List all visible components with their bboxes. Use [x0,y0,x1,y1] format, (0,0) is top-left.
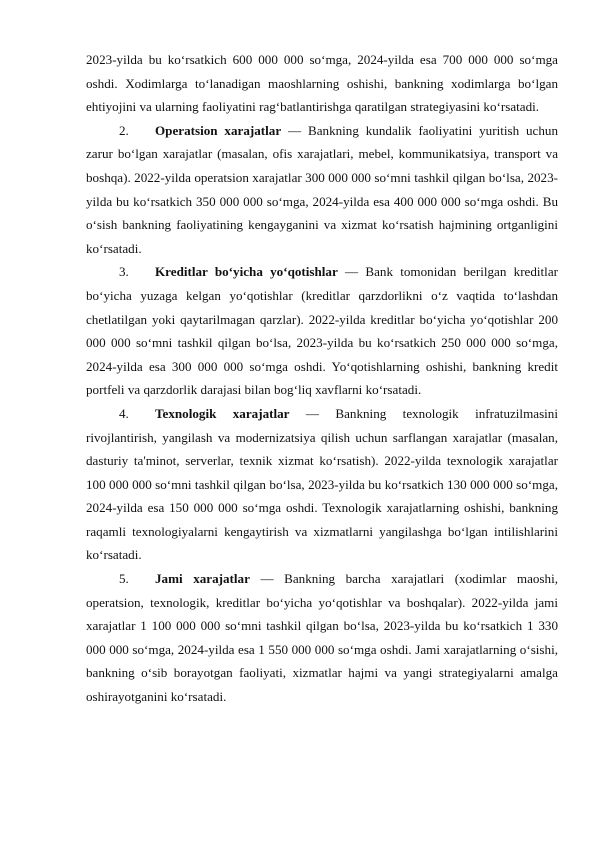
list-item-term: Jami xarajatlar [155,571,250,587]
document-page [86,48,558,709]
list-item-texnologik-xarajatlar [86,402,558,567]
list-item-term: Texnologik xarajatlar [155,405,290,421]
list-item-kreditlar-yoqotishlar [86,260,558,402]
list-item-text: — Bank tomonidan berilgan kreditlar bo‘yicha yuzaga kelgan yo‘qotishlar (kreditlar qarzdorlikni o‘z vaqtida to‘lashdan chetlatilgan yoki qaytarilmagan qarzlar). 2022-yilda kreditlar bo‘yicha yo‘qotishlar 200 000 000 so‘mni tashkil qilgan bo‘lsa, 2023-yilda bu ko‘rsatkich 250 000 000 so‘mga, 2024-yilda esa 300 000 000 so‘mga oshdi. Yo‘qotishlarning oshishi, bankning kredit portfeli va qarzdorlik darajasi bilan bog‘liq xavflarni ko‘rsatadi. [86,264,558,398]
list-item-number: 2. [119,122,129,138]
list-item-jami-xarajatlar [86,567,558,709]
list-item-text: — Bankning texnologik infratuzilmasini rivojlantirish, yangilash va modernizatsiya qilish uchun sarflangan xarajatlar (masalan, dasturiy ta'minot, serverlar, texnik xizmat ko‘rsatish). 2022-yilda texnologik xarajatlar 100 000 000 so‘mni tashkil qilgan bo‘lsa, 2023-yilda bu ko‘rsatkich 130 000 000 so‘mga, 2024-yilda esa 150 000 000 so‘mga oshdi. Texnologik xarajatlarning oshishi, bankning raqamli texnologiyalarni kengaytirish va xizmatlarni yangilashga bo‘lgan intilishlarini ko‘rsatadi. [86,405,558,563]
list-item-term: Kreditlar bo‘yicha yo‘qotishlar [155,264,338,280]
list-item-term: Operatsion xarajatlar [155,122,282,138]
list-item-number: 3. [119,264,129,280]
list-item-number: 5. [119,571,129,587]
list-item-operatsion-xarajatlar [86,119,558,261]
list-item-number: 4. [119,405,129,421]
intro-paragraph: 2023-yilda bu ko‘rsatkich 600 000 000 so‘mga, 2024-yilda esa 700 000 000 so‘mga oshdi. Xodimlarga to‘lanadigan maoshlarning oshishi, bankning xodimlarga bo‘lgan ehtiyojini va ularning faoliyatini rag‘batlantirishga qaratilgan strategiyasini ko‘rsatadi. [86,52,558,115]
list-item-text: — Bankning barcha xarajatlari (xodimlar maoshi, operatsion, texnologik, kreditlar bo‘yicha yo‘qotishlar va boshqalar). 2022-yilda jami xarajatlar 1 100 000 000 so‘mni tashkil qilgan bo‘lsa, 2023-yilda bu ko‘rsatkich 1 330 000 000 so‘mga, 2024-yilda esa 1 550 000 000 so‘mga oshdi. Jami xarajatlarning o‘sishi, bankning o‘sib borayotgan faoliyati, xizmatlar hajmi va yangi strategiyalarni amalga oshirayotganini ko‘rsatadi. [86,571,558,705]
list-item-text: — Bankning kundalik faoliyatini yuritish uchun zarur bo‘lgan xarajatlar (masalan, ofis xarajatlari, mebel, kommunikatsiya, transport va boshqa). 2022-yilda operatsion xarajatlar 300 000 000 so‘mni tashkil qilgan bo‘lsa, 2023-yilda bu ko‘rsatkich 350 000 000 so‘mga, 2024-yilda esa 400 000 000 so‘mga oshdi. Bu o‘sish bankning faoliyatining kengayganini va xizmat ko‘rsatish hajmining ortganligini ko‘rsatadi. [86,122,559,256]
